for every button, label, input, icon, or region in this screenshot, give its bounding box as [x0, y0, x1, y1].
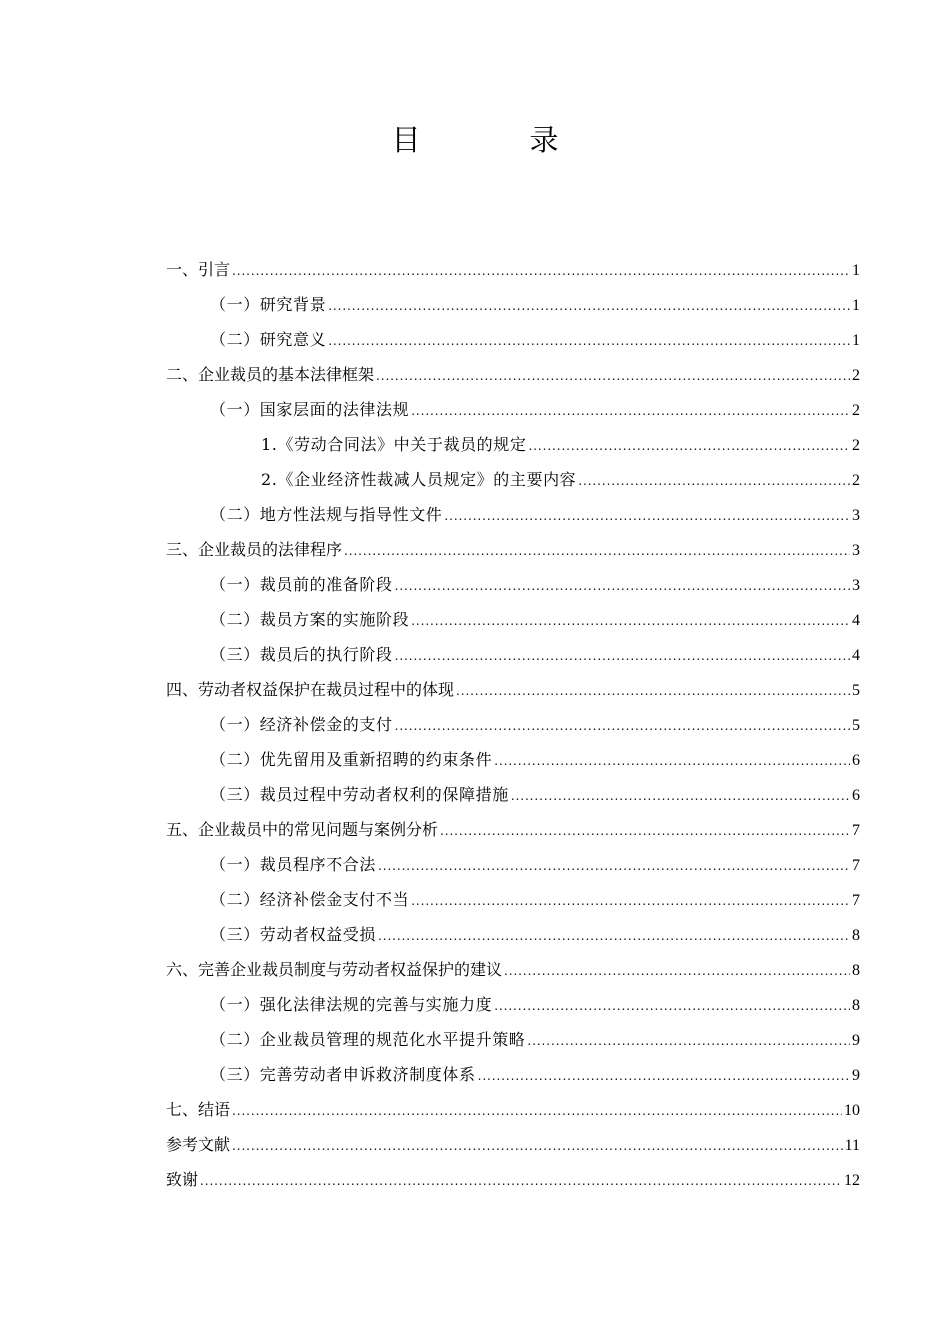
toc-dot-leader — [478, 1059, 850, 1094]
toc-entry-label: 二、企业裁员的基本法律框架 — [166, 365, 375, 384]
toc-page-number: 3 — [852, 577, 860, 594]
toc-dot-leader — [232, 1129, 843, 1164]
toc-entry-label: （三）劳动者权益受损 — [210, 925, 377, 944]
table-of-contents — [166, 252, 860, 1197]
toc-entry[interactable] — [166, 1022, 860, 1057]
toc-dot-leader — [411, 604, 850, 639]
toc-entry[interactable] — [166, 357, 860, 392]
toc-entry-label: （二）优先留用及重新招聘的约束条件 — [210, 750, 493, 769]
toc-page-number: 5 — [852, 682, 860, 699]
toc-dot-leader — [494, 744, 850, 779]
toc-entry-label: 致谢 — [166, 1170, 199, 1189]
toc-entry[interactable] — [166, 917, 860, 952]
toc-dot-leader — [378, 849, 850, 884]
toc-page-number: 8 — [852, 997, 860, 1014]
toc-page-number: 2 — [852, 472, 860, 489]
toc-page-number: 1 — [852, 332, 860, 349]
toc-dot-leader — [395, 639, 850, 674]
toc-entry[interactable] — [166, 882, 860, 917]
toc-dot-leader — [328, 289, 850, 324]
toc-dot-leader — [511, 779, 850, 814]
toc-entry-label: 六、完善企业裁员制度与劳动者权益保护的建议 — [166, 960, 503, 979]
toc-entry-label: （二）经济补偿金支付不当 — [210, 890, 410, 909]
toc-entry-label: （一）裁员前的准备阶段 — [210, 575, 393, 594]
toc-page-number: 2 — [852, 367, 860, 384]
toc-page-number: 5 — [852, 717, 860, 734]
toc-entry-label: （三）裁员过程中劳动者权利的保障措施 — [210, 785, 509, 804]
toc-page-number: 10 — [844, 1102, 860, 1119]
toc-page-number: 8 — [852, 962, 860, 979]
toc-entry[interactable] — [166, 602, 860, 637]
toc-entry[interactable] — [166, 1092, 860, 1127]
toc-dot-leader — [328, 324, 850, 359]
toc-entry-label: 一、引言 — [166, 260, 231, 279]
toc-dot-leader — [232, 1094, 842, 1129]
toc-entry-label: （二）地方性法规与指导性文件 — [210, 505, 443, 524]
toc-entry[interactable] — [166, 252, 860, 287]
toc-page-number: 1 — [852, 262, 860, 279]
toc-dot-leader — [578, 464, 850, 499]
toc-entry-label: （一）经济补偿金的支付 — [210, 715, 393, 734]
toc-entry-label: 1.《劳动合同法》中关于裁员的规定 — [261, 435, 527, 454]
toc-dot-leader — [527, 1024, 850, 1059]
toc-entry[interactable] — [166, 1162, 860, 1197]
toc-entry-label: 四、劳动者权益保护在裁员过程中的体现 — [166, 680, 455, 699]
toc-entry-label: 三、企业裁员的法律程序 — [166, 540, 343, 559]
toc-page-number: 4 — [852, 612, 860, 629]
toc-entry[interactable] — [166, 462, 860, 497]
toc-entry[interactable] — [166, 427, 860, 462]
toc-entry[interactable] — [166, 1057, 860, 1092]
toc-dot-leader — [440, 814, 850, 849]
toc-entry[interactable] — [166, 567, 860, 602]
toc-entry[interactable] — [166, 1127, 860, 1162]
toc-dot-leader — [376, 359, 850, 394]
toc-entry-label: （二）企业裁员管理的规范化水平提升策略 — [210, 1030, 526, 1049]
toc-page-number: 6 — [852, 752, 860, 769]
toc-dot-leader — [444, 499, 850, 534]
toc-dot-leader — [528, 429, 850, 464]
toc-entry[interactable] — [166, 812, 860, 847]
toc-entry-label: 2.《企业经济性裁减人员规定》的主要内容 — [261, 470, 577, 489]
toc-entry-label: 七、结语 — [166, 1100, 231, 1119]
toc-dot-leader — [504, 954, 850, 989]
toc-entry[interactable] — [166, 777, 860, 812]
toc-page-number: 7 — [852, 822, 860, 839]
toc-dot-leader — [344, 534, 850, 569]
toc-page-number: 4 — [852, 647, 860, 664]
toc-entry[interactable] — [166, 322, 860, 357]
toc-dot-leader — [456, 674, 850, 709]
toc-page-number: 9 — [852, 1032, 860, 1049]
toc-entry[interactable] — [166, 392, 860, 427]
toc-page-number: 11 — [844, 1137, 860, 1154]
toc-dot-leader — [395, 569, 850, 604]
toc-entry-label: 五、企业裁员中的常见问题与案例分析 — [166, 820, 439, 839]
toc-dot-leader — [411, 884, 850, 919]
toc-page-number: 9 — [852, 1067, 860, 1084]
toc-page-number: 1 — [852, 297, 860, 314]
toc-entry[interactable] — [166, 637, 860, 672]
toc-title: 目 录 — [391, 123, 599, 157]
toc-entry-label: （一）强化法律法规的完善与实施力度 — [210, 995, 493, 1014]
toc-entry-label: （一）国家层面的法律法规 — [210, 400, 410, 419]
toc-entry[interactable] — [166, 987, 860, 1022]
toc-entry-label: （二）研究意义 — [210, 330, 327, 349]
toc-entry-label: 参考文献 — [166, 1135, 231, 1154]
toc-entry[interactable] — [166, 532, 860, 567]
toc-page-number: 3 — [852, 542, 860, 559]
toc-dot-leader — [200, 1164, 842, 1199]
toc-entry[interactable] — [166, 672, 860, 707]
toc-dot-leader — [395, 709, 850, 744]
toc-dot-leader — [378, 919, 850, 954]
toc-dot-leader — [411, 394, 850, 429]
toc-entry[interactable] — [166, 847, 860, 882]
toc-page-number: 7 — [852, 857, 860, 874]
toc-entry[interactable] — [166, 497, 860, 532]
toc-page-number: 8 — [852, 927, 860, 944]
toc-entry[interactable] — [166, 952, 860, 987]
toc-page-number: 2 — [852, 402, 860, 419]
toc-entry[interactable] — [166, 707, 860, 742]
toc-entry-label: （一）裁员程序不合法 — [210, 855, 377, 874]
toc-entry-label: （三）裁员后的执行阶段 — [210, 645, 393, 664]
toc-entry-label: （三）完善劳动者申诉救济制度体系 — [210, 1065, 476, 1084]
toc-page-number: 7 — [852, 892, 860, 909]
toc-entry-label: （一）研究背景 — [210, 295, 327, 314]
toc-entry[interactable] — [166, 287, 860, 322]
toc-dot-leader — [232, 254, 850, 289]
toc-entry-label: （二）裁员方案的实施阶段 — [210, 610, 410, 629]
toc-page-number: 3 — [852, 507, 860, 524]
toc-page-number: 6 — [852, 787, 860, 804]
toc-dot-leader — [494, 989, 850, 1024]
toc-entry[interactable] — [166, 742, 860, 777]
toc-page-number: 2 — [852, 437, 860, 454]
toc-page-number: 12 — [844, 1172, 860, 1189]
